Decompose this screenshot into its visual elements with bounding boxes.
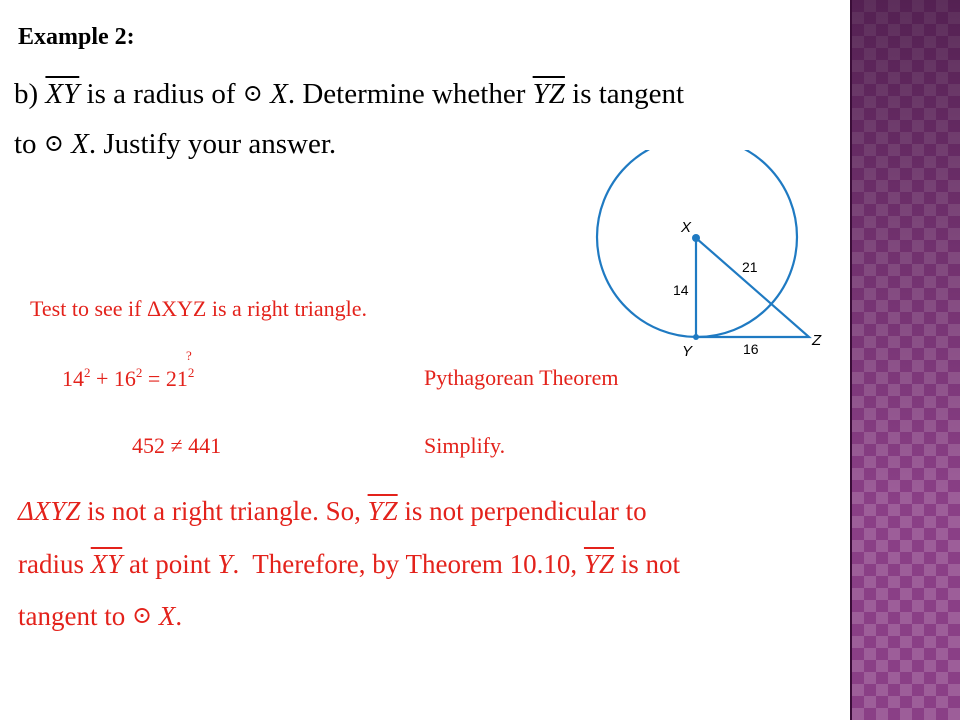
segment-xy: $\overline{XY}$ <box>90 549 123 579</box>
point-x-label: X <box>158 601 176 631</box>
test-statement: Test to see if ΔXYZ is a right triangle. <box>30 296 368 321</box>
conclusion-line-2 <box>18 549 680 580</box>
eq-exponent: 2 <box>135 365 143 380</box>
eq-exponent: 2 <box>84 365 91 380</box>
eq-term: 21 <box>165 366 188 391</box>
conclusion-text: at point <box>122 549 218 579</box>
conclusion-text: is not <box>613 549 680 579</box>
conclusion-line-3 <box>18 601 182 632</box>
eq-operator: = <box>142 366 166 391</box>
circle-symbol: ⊙ <box>43 131 64 157</box>
point-x-label: X <box>71 128 89 160</box>
example-heading: Example 2: <box>18 24 135 50</box>
problem-part-label: b) <box>14 78 46 110</box>
problem-line-1 <box>14 78 684 111</box>
circle-symbol: ⊙ <box>242 81 263 107</box>
conclusion-text: is not a right triangle. So, <box>80 496 368 526</box>
conclusion-text: tangent to <box>18 601 132 631</box>
conclusion-text: . Therefore, by Theorem 10.10, <box>232 549 584 579</box>
problem-text: . Determine whether <box>287 78 533 110</box>
side-length-xz: 21 <box>742 259 758 275</box>
circle-tangent-diagram <box>580 150 840 360</box>
conclusion-text: radius <box>18 549 91 579</box>
center-point-x <box>692 234 700 242</box>
point-y <box>693 334 699 340</box>
eq-exponent: 2 <box>187 365 195 380</box>
eq-term: 14 <box>62 366 84 391</box>
point-y-label: Y <box>217 549 233 579</box>
problem-text: . Justify your answer. <box>88 128 337 160</box>
conclusion-text: is not perpendicular to <box>397 496 647 526</box>
label-x: X <box>681 219 692 236</box>
reason-simplify: Simplify. <box>424 433 506 458</box>
triangle-xyz-shape <box>696 238 809 337</box>
pythagorean-equation <box>62 348 195 392</box>
segment-yz: $\overline{YZ}$ <box>532 78 565 110</box>
simplified-inequality: 452 ≠ 441 <box>132 433 222 458</box>
problem-text: to <box>14 128 44 160</box>
triangle-xyz: ΔXYZ <box>18 496 81 526</box>
decorative-side-panel <box>852 0 960 720</box>
label-y: Y <box>682 343 693 360</box>
problem-text: is tangent <box>564 78 685 110</box>
point-x-label: X <box>270 78 288 110</box>
label-z: Z <box>812 332 822 349</box>
problem-line-2 <box>14 128 336 161</box>
reason-pythagorean: Pythagorean Theorem <box>424 365 619 390</box>
problem-text: is a radius of <box>79 78 243 110</box>
segment-yz: $\overline{YZ}$ <box>583 549 614 579</box>
side-length-xy: 14 <box>673 282 689 298</box>
conclusion-line-1 <box>18 496 647 527</box>
circle-symbol: ⊙ <box>131 603 153 629</box>
eq-term: 16 <box>113 366 136 391</box>
segment-yz: $\overline{YZ}$ <box>367 496 398 526</box>
eq-operator: + <box>90 366 114 391</box>
segment-xy: $\overline{XY}$ <box>45 78 80 110</box>
side-length-yz: 16 <box>743 341 759 357</box>
question-mark: ? <box>186 348 192 363</box>
conclusion-text: . <box>175 601 183 631</box>
